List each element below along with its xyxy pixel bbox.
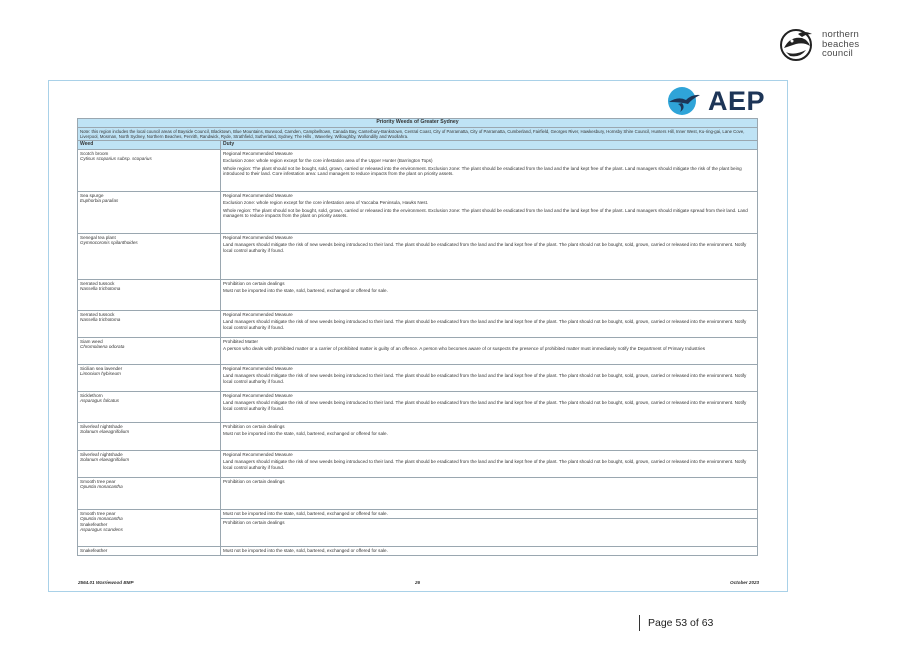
weed-common-name: Silverleaf nightshade: [80, 423, 123, 429]
duty-cell: [221, 391, 758, 422]
weed-cell: [78, 477, 221, 509]
duty-text: Must not be imported into the state, sold, bartered, exchanged or offered for sale.: [223, 547, 388, 553]
weed-common-name: Sicilian sea lavender: [80, 365, 123, 371]
table-row: [78, 364, 758, 391]
duty-cell: [221, 310, 758, 337]
duty-type: Prohibition on certain dealings: [223, 519, 285, 525]
weed-common-name: Snakefeather: [80, 547, 108, 553]
table-row: [78, 546, 758, 555]
weed-common-name: Silverleaf nightshade: [80, 451, 123, 457]
page-number-divider: [639, 615, 640, 631]
weed-cell: [78, 149, 221, 191]
table-row: [78, 477, 758, 509]
table-title: Priority Weeds of Greater Sydney: [78, 119, 758, 128]
council-name-line1: northern: [822, 29, 859, 40]
duty-text: Must not be imported into the state, sold, bartered, exchanged or offered for sale.: [221, 510, 757, 519]
weed-cell: [78, 337, 221, 364]
duty-type: Prohibited Matter: [223, 338, 258, 344]
duty-cell: [221, 477, 758, 509]
weed-cell: [78, 364, 221, 391]
table-title-row: [78, 119, 758, 128]
weed-cell: [78, 310, 221, 337]
duty-cell: [221, 149, 758, 191]
duty-type: Regional Recommended Measure: [223, 451, 293, 457]
duty-text: Land managers should mitigate the risk of new weeds being introduced to their land. The plant should be eradicated from the land and the land kept free of the plant. The plant should not be bought, sold, grown, carried or released into the environment. Notify local control authority if found.: [223, 319, 747, 330]
weed-scientific-name: Opuntia monacantha: [80, 516, 123, 522]
duty-text: Whole region: The plant should not be bought, sold, grown, carried or released into the environment. Exclusion zone: The plant should be eradicated from the land and the land kept free of the plant. Land managers should mitigate the risk of the plant being introduced to their land. Core infestation area: Land managers to reduce impacts from the plant on priority assets.: [223, 165, 742, 177]
weed-cell: [78, 546, 221, 555]
weed-common-name: Smooth tree pear: [80, 510, 116, 516]
priority-weeds-table: [77, 118, 758, 556]
weed-common-name: Scotch broom: [80, 150, 109, 156]
table-row: [78, 509, 758, 546]
duty-type: Prohibition on certain dealings: [223, 280, 285, 286]
weed-scientific-name: Euphorbia paralias: [80, 198, 119, 204]
table-header-row: [78, 141, 758, 150]
globe-birds-icon: [778, 28, 818, 62]
council-name: [822, 30, 859, 59]
weed-common-name: Sea spurge: [80, 192, 104, 198]
weed-cell: [78, 422, 221, 450]
duty-type: Regional Recommended Measure: [223, 311, 293, 317]
duty-type: Regional Recommended Measure: [223, 234, 293, 240]
document-reference: 2564.01 Warriewood BMP: [78, 580, 134, 585]
weed-common-name: Snakefeather: [80, 521, 108, 527]
table-note-row: [78, 127, 758, 140]
bird-icon: [666, 86, 704, 116]
weed-cell: [78, 450, 221, 477]
duty-text: Exclusion zone: whole region except for the core infestation area of the Upper Hunter (Barrington Tops): [223, 158, 433, 164]
weed-common-name: Sicklethorn: [80, 392, 103, 398]
weed-cell: [78, 191, 221, 233]
weed-scientific-name: Asparagus falcatus: [80, 398, 120, 404]
duty-text: Must not be imported into the state, sold, bartered, exchanged or offered for sale.: [223, 431, 388, 437]
table-row: [78, 233, 758, 279]
weed-common-name: Serrated tussock: [80, 311, 115, 317]
weed-scientific-name: Nassella trichotoma: [80, 317, 121, 323]
duty-cell: [221, 279, 758, 310]
table-row: [78, 310, 758, 337]
weed-common-name: Siam weed: [80, 338, 103, 344]
duty-cell: [221, 422, 758, 450]
weed-common-name: Senegal tea plant: [80, 234, 116, 240]
table-row: [78, 279, 758, 310]
duty-cell: [221, 364, 758, 391]
weed-scientific-name: Nassella trichotoma: [80, 286, 121, 292]
duty-text: Land managers should mitigate the risk of new weeds being introduced to their land. The plant should be eradicated from the land and the land kept free of the plant. The plant should not be bought, sold, grown, carried or released into the environment. Notify local control authority if found.: [223, 400, 747, 411]
weed-scientific-name: Solanum elaeagnifolium: [80, 457, 130, 463]
duty-cell: [221, 509, 758, 546]
header-duty: Duty: [221, 141, 758, 150]
weed-scientific-name: Gymnocoronis spilanthoides: [80, 240, 138, 246]
table-row: [78, 191, 758, 233]
duty-text: Land managers should mitigate the risk of new weeds being introduced to their land. The plant should be eradicated from the land and the land kept free of the plant. The plant should not be bought, sold, grown, carried or released into the environment. Notify local control authority if found.: [223, 242, 747, 253]
duty-type: Regional Recommended Measure: [223, 150, 293, 156]
duty-text: Land managers should mitigate the risk of new weeds being introduced to their land. The plant should be eradicated from the land and the land kept free of the plant. The plant should not be bought, sold, grown, carried or released into the environment. Notify local control authority if found.: [223, 373, 747, 384]
weed-scientific-name: Opuntia monacantha: [80, 484, 123, 490]
duty-cell: [221, 233, 758, 279]
duty-text: Whole region: The plant should not be bought, sold, grown, carried or released into the environment. Exclusion zone: The plant should be eradicated from the land and the land kept free of the plant. Land managers should mitigate spread from their land. Land managers to reduce impacts from the plant on priority assets.: [223, 207, 748, 219]
duty-type: Regional Recommended Measure: [223, 192, 293, 198]
duty-text: Exclusion zone: whole region except for the core infestation area of Yaccaba Peninsula, Hawks Nest.: [223, 200, 429, 206]
council-name-line2: beaches: [822, 38, 860, 50]
weed-cell: [78, 279, 221, 310]
page-number: Page 53 of 63: [648, 617, 714, 629]
duty-cell: [221, 337, 758, 364]
duty-type: Regional Recommended Measure: [223, 365, 293, 371]
duty-type: Regional Recommended Measure: [223, 392, 293, 398]
duty-type: Prohibition on certain dealings: [223, 478, 285, 484]
table-row: [78, 337, 758, 364]
table-row: [78, 422, 758, 450]
header-weed: Weed: [78, 141, 221, 150]
duty-text: Land managers should mitigate the risk of new weeds being introduced to their land. The plant should be eradicated from the land and the land kept free of the plant. The plant should not be bought, sold, grown, carried or released into the environment. Notify local control authority if found.: [223, 459, 747, 470]
table-row: [78, 149, 758, 191]
weed-scientific-name: Cytisus scoparius subsp. scoparius: [80, 156, 152, 162]
document-date: October 2023: [730, 580, 760, 585]
duty-cell: [221, 191, 758, 233]
duty-type: Prohibition on certain dealings: [223, 423, 285, 429]
aep-logo: [666, 86, 766, 116]
table-row: [78, 450, 758, 477]
weed-scientific-name: Chromolaena odorata: [80, 344, 125, 350]
weed-scientific-name: Limonium hybiseum: [80, 371, 121, 377]
duty-cell: [221, 450, 758, 477]
weed-cell: [78, 391, 221, 422]
weed-cell: [78, 233, 221, 279]
table-row: [78, 391, 758, 422]
aep-wordmark: AEP: [708, 86, 766, 116]
northern-beaches-logo: [778, 26, 888, 66]
duty-cell: [221, 546, 758, 555]
document-page-number: 26: [415, 580, 421, 585]
weed-common-name: Serrated tussock: [80, 280, 115, 286]
weed-scientific-name: Asparagus scandens: [80, 527, 123, 533]
duty-text: A person who deals with prohibited matter or a carrier of prohibited matter is guilty of an offence. A person who becomes aware of or suspects the presence of prohibited matter must immediately notify the Department of Primary Industries: [223, 346, 705, 352]
council-name-line3: council: [822, 48, 853, 59]
duty-text: Must not be imported into the state, sold, bartered, exchanged or offered for sale.: [223, 288, 388, 294]
weed-common-name: Smooth tree pear: [80, 478, 116, 484]
table-note: Note: this region includes the local council areas of Bayside Council, Blacktown, Blue Mountains, Burwood, Camden, Campbelltown, Canada Bay, Canterbury-Bankstown, Central Coast, City of Parramatta, City of Parramatta, Cumberland, Fairfield, Georges River, Hawkesbury, Hornsby Shire Council, Hunters Hill, Inner West, Ku-ring-gai, Lane Cove, Liverpool, Mosman, North Sydney, Northern Beaches, Penrith, Randwick, Ryde, Strathfield, Sutherland, Sydney, The Hills , Waverley, Willoughby, Wollondilly and Woollahra.: [78, 127, 758, 140]
weed-cell: [78, 509, 221, 546]
weed-scientific-name: Solanum elaeagnifolium: [80, 429, 130, 435]
